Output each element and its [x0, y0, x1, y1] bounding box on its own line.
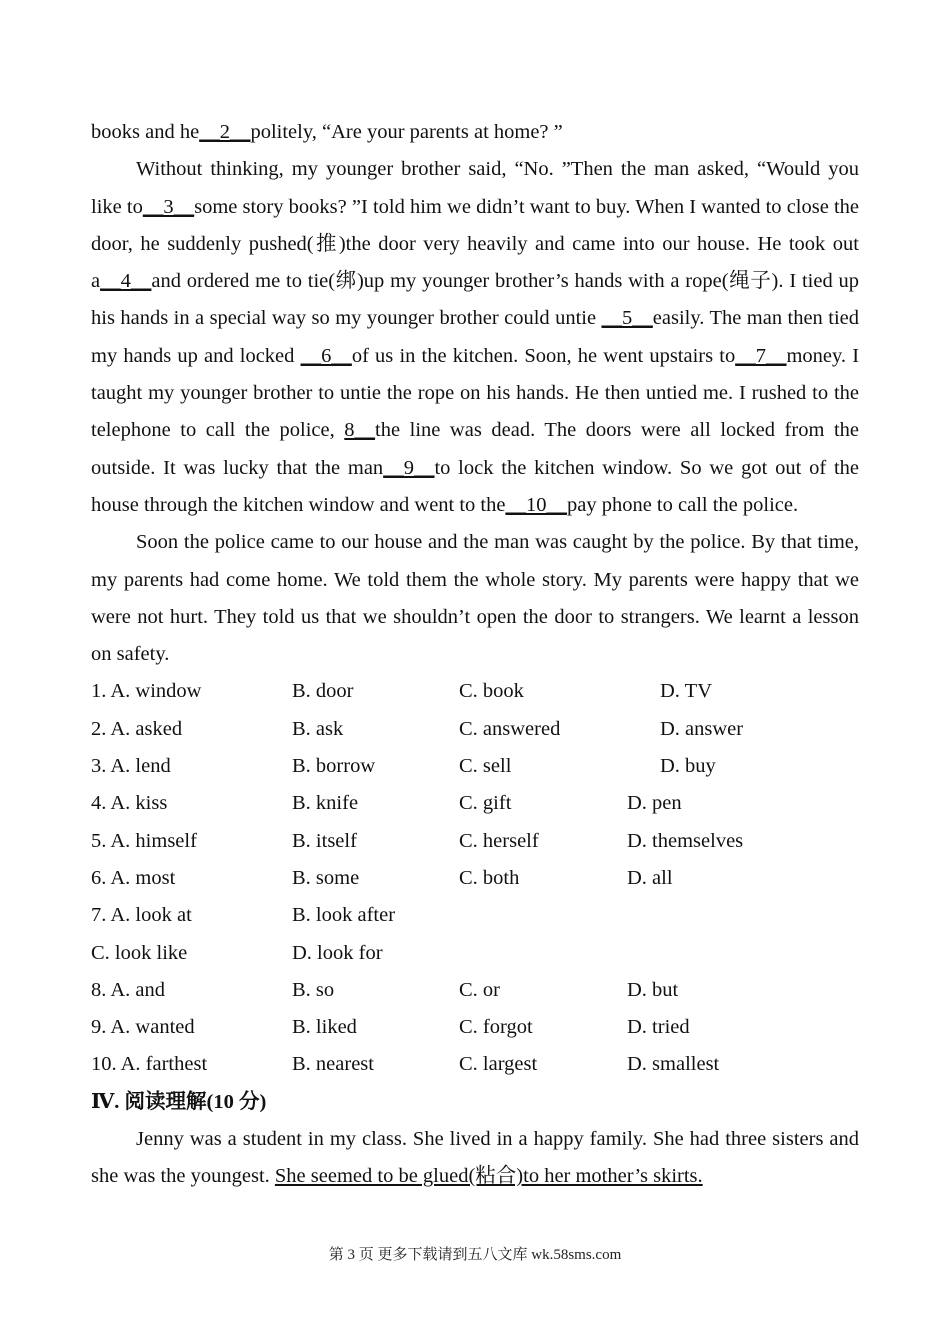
- option-c: C. herself: [459, 829, 539, 852]
- blank-6: __6__: [300, 344, 352, 367]
- passage-text: easily. The man then tied my hands up and locked: [91, 307, 859, 367]
- option-a: 4. A. kiss: [91, 792, 168, 815]
- passage-text: the line was dead. The doors were all locked from the outside. It was lucky that the man: [91, 419, 860, 479]
- option-c: C. sell: [459, 755, 512, 778]
- option-c: C. both: [459, 866, 520, 889]
- passage-text: politely, “Are your parents at home? ”: [250, 121, 563, 143]
- option-a: 10. A. farthest: [91, 1053, 208, 1076]
- passage-text: to lock the kitchen window. So we got out of the house through the kitchen window and went to the: [91, 456, 859, 516]
- option-d: D. TV: [660, 680, 713, 703]
- option-b: B. liked: [292, 1016, 357, 1039]
- option-row: [91, 785, 859, 822]
- option-b: B. borrow: [292, 755, 376, 778]
- section-heading: Ⅳ. 阅读理解(10 分): [91, 1090, 267, 1113]
- document-page: [91, 114, 859, 1196]
- passage-text: books and he: [91, 121, 200, 143]
- option-b: B. ask: [292, 717, 344, 740]
- option-b: B. door: [292, 680, 354, 703]
- blank-5: __5__: [601, 307, 653, 330]
- option-a: 9. A. wanted: [91, 1016, 195, 1039]
- option-d: D. pen: [627, 792, 682, 815]
- option-row: [91, 748, 859, 785]
- option-c: C. or: [459, 978, 500, 1001]
- option-row: [91, 860, 859, 897]
- option-a: 5. A. himself: [91, 829, 197, 852]
- option-a: 6. A. most: [91, 866, 176, 889]
- option-d: D. themselves: [627, 829, 744, 852]
- option-a: 1. A. window: [91, 680, 202, 703]
- answer-options: [91, 673, 859, 1083]
- option-c: C. look like: [91, 941, 188, 964]
- option-row: [91, 673, 859, 710]
- passage-text: and ordered me to tie(绑)up my younger brother’s hands with a rope(绳子). I tied up his hands in a special way so my younger brother could untie: [91, 270, 859, 330]
- option-b: B. look after: [292, 904, 396, 927]
- option-c: C. answered: [459, 717, 561, 740]
- option-c: C. gift: [459, 792, 512, 815]
- option-b: B. itself: [292, 829, 357, 852]
- option-a: 8. A. and: [91, 978, 166, 1001]
- passage-paragraph-2: [91, 151, 859, 524]
- option-row: [91, 1009, 859, 1046]
- option-row: [91, 1046, 859, 1083]
- option-d: D. all: [627, 866, 673, 889]
- blank-7: __7__: [735, 344, 787, 367]
- passage-paragraph-3: Soon the police came to our house and the man was caught by the police. By that time, my parents had come home. We told them the whole story. My parents were happy that we were not hurt. They told us that we shouldn’t open the door to strangers. We learnt a lesson on safety.: [91, 531, 859, 666]
- option-d: D. smallest: [627, 1053, 720, 1076]
- option-d: D. answer: [660, 717, 744, 740]
- passage-paragraph-1: [91, 114, 859, 151]
- passage-text: Without thinking, my younger brother said, “No. ”Then the man asked, “Would you like to: [91, 158, 859, 218]
- blank-3: __3__: [142, 195, 195, 218]
- blank-4: __4__: [100, 270, 152, 293]
- option-d: D. tried: [627, 1016, 690, 1039]
- option-row: [91, 972, 859, 1009]
- option-c: C. book: [459, 680, 524, 703]
- option-c: C. forgot: [459, 1016, 533, 1039]
- option-a: 3. A. lend: [91, 755, 171, 778]
- underlined-sentence: She seemed to be glued(粘合)to her mother’s skirts.: [274, 1165, 703, 1188]
- passage-text: of us in the kitchen. Soon, he went upstairs to: [351, 344, 736, 367]
- passage-text: pay phone to call the police.: [566, 493, 799, 516]
- passage-text: some story books? ”I told him we didn’t want to buy. When I wanted to close the door, he suddenly pushed(推)the door very heavily and came into our house. He took out a: [91, 195, 860, 293]
- option-b: B. knife: [292, 792, 359, 815]
- option-d: D. but: [627, 978, 679, 1001]
- option-row: [91, 711, 859, 748]
- blank-2: __2__: [199, 121, 251, 143]
- option-row: [91, 897, 859, 934]
- blank-8: 8__: [344, 419, 376, 442]
- option-row: [91, 935, 859, 972]
- page-footer: 第 3 页 更多下载请到五八文库 wk.58sms.com: [328, 1247, 622, 1263]
- passage-text: money. I taught my younger brother to untie the rope on his hands. He then untied me. I rushed to the telephone to call the police,: [91, 344, 860, 442]
- option-b: B. nearest: [292, 1053, 374, 1076]
- option-a: 2. A. asked: [91, 717, 183, 740]
- option-row: [91, 823, 859, 860]
- option-d: D. buy: [660, 755, 716, 778]
- reading-paragraph: [91, 1121, 859, 1196]
- option-b: B. some: [292, 866, 360, 889]
- option-d: D. look for: [292, 941, 383, 964]
- option-b: B. so: [292, 978, 335, 1001]
- option-a: 7. A. look at: [91, 904, 192, 927]
- reading-text: Jenny was a student in my class. She lived in a happy family. She had three sisters and she was the youngest.: [91, 1128, 859, 1188]
- blank-9: __9__: [383, 456, 435, 479]
- blank-10: __10__: [505, 493, 567, 516]
- option-c: C. largest: [459, 1053, 538, 1076]
